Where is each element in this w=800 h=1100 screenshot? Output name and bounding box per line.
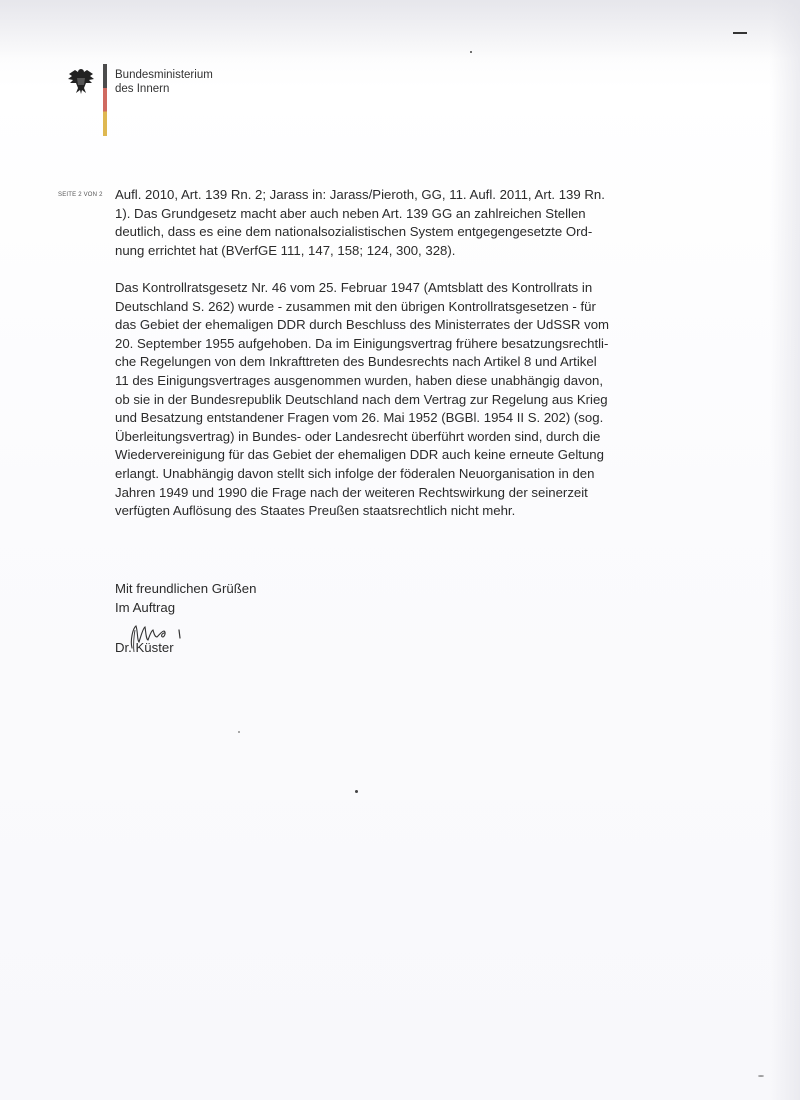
text-line: 20. September 1955 aufgehoben. Da im Einigungsvertrag frühere besatzungsrechtli-	[115, 335, 609, 351]
paragraph-2	[115, 279, 675, 521]
text-line: Das Kontrollratsgesetz Nr. 46 vom 25. Februar 1947 (Amtsblatt des Kontrollrats in	[115, 279, 593, 295]
text-line: 1). Das Grundgesetz macht aber auch neben Art. 139 GG an zahlreichen Stellen	[115, 205, 586, 221]
ministry-line2: des Innern	[115, 83, 170, 95]
page-marker: SEITE 2 VON 2	[58, 192, 103, 198]
scan-mark	[733, 32, 747, 34]
letter-body	[115, 186, 675, 521]
scan-speck	[355, 790, 358, 793]
text-line: nung errichtet hat (BVerfGE 111, 147, 158; 124, 300, 328).	[115, 242, 456, 258]
scan-edge	[770, 0, 800, 1100]
text-line: erlangt. Unabhängig davon stellt sich infolge der föderalen Neuorganisation in den	[115, 465, 595, 481]
flag-color-bar	[103, 64, 107, 136]
scan-speck	[470, 51, 472, 53]
text-line: Deutschland S. 262) wurde - zusammen mit den übrigen Kontrollratsgesetzen - für	[115, 298, 596, 314]
text-line: deutlich, dass es eine dem nationalsozialistischen System entgegengesetzte Ord-	[115, 224, 593, 240]
text-line: verfügten Auflösung des Staates Preußen staatsrechtlich nicht mehr.	[115, 503, 516, 519]
ministry-name	[115, 68, 213, 96]
text-line: che Regelungen von dem Inkrafttreten des Bundesrechts nach Artikel 8 und Artikel	[115, 354, 597, 370]
signer-name: Dr. Küster	[115, 640, 174, 656]
paragraph-spacer	[115, 260, 675, 279]
text-line: Überleitungsvertrag) in Bundes- oder Landesrecht überführt worden sind, durch die	[115, 428, 601, 444]
federal-eagle-icon	[66, 66, 96, 96]
text-line: 11 des Einigungsvertrages ausgenommen wurden, haben diese unabhängig davon,	[115, 372, 604, 388]
scan-shadow	[0, 0, 800, 60]
paragraph-1	[115, 186, 675, 260]
scan-speck	[238, 731, 240, 733]
text-line: Jahren 1949 und 1990 die Frage nach der weiteren Rechtswirkung der seinerzeit	[115, 484, 588, 500]
handwritten-signature	[124, 618, 204, 654]
greeting: Mit freundlichen Grüßen	[115, 581, 257, 596]
text-line: Aufl. 2010, Art. 139 Rn. 2; Jarass in: Jarass/Pieroth, GG, 11. Aufl. 2011, Art. 139 Rn.	[115, 187, 605, 202]
ministry-line1: Bundesministerium	[115, 69, 213, 81]
text-line: das Gebiet der ehemaligen DDR durch Beschluss des Ministerrates der UdSSR vom	[115, 317, 610, 333]
text-line: ob sie in der Bundesrepublik Deutschland nach dem Vertrag zur Regelung aus Krieg	[115, 391, 608, 407]
on-behalf-line: Im Auftrag	[115, 599, 176, 615]
text-line: Wiedervereinigung für das Gebiet der ehemaligen DDR auch keine erneute Geltung	[115, 447, 604, 463]
scan-speck	[758, 1075, 764, 1077]
text-line: und Besatzung entstandener Fragen vom 26. Mai 1952 (BGBl. 1954 II S. 202) (sog.	[115, 410, 604, 426]
